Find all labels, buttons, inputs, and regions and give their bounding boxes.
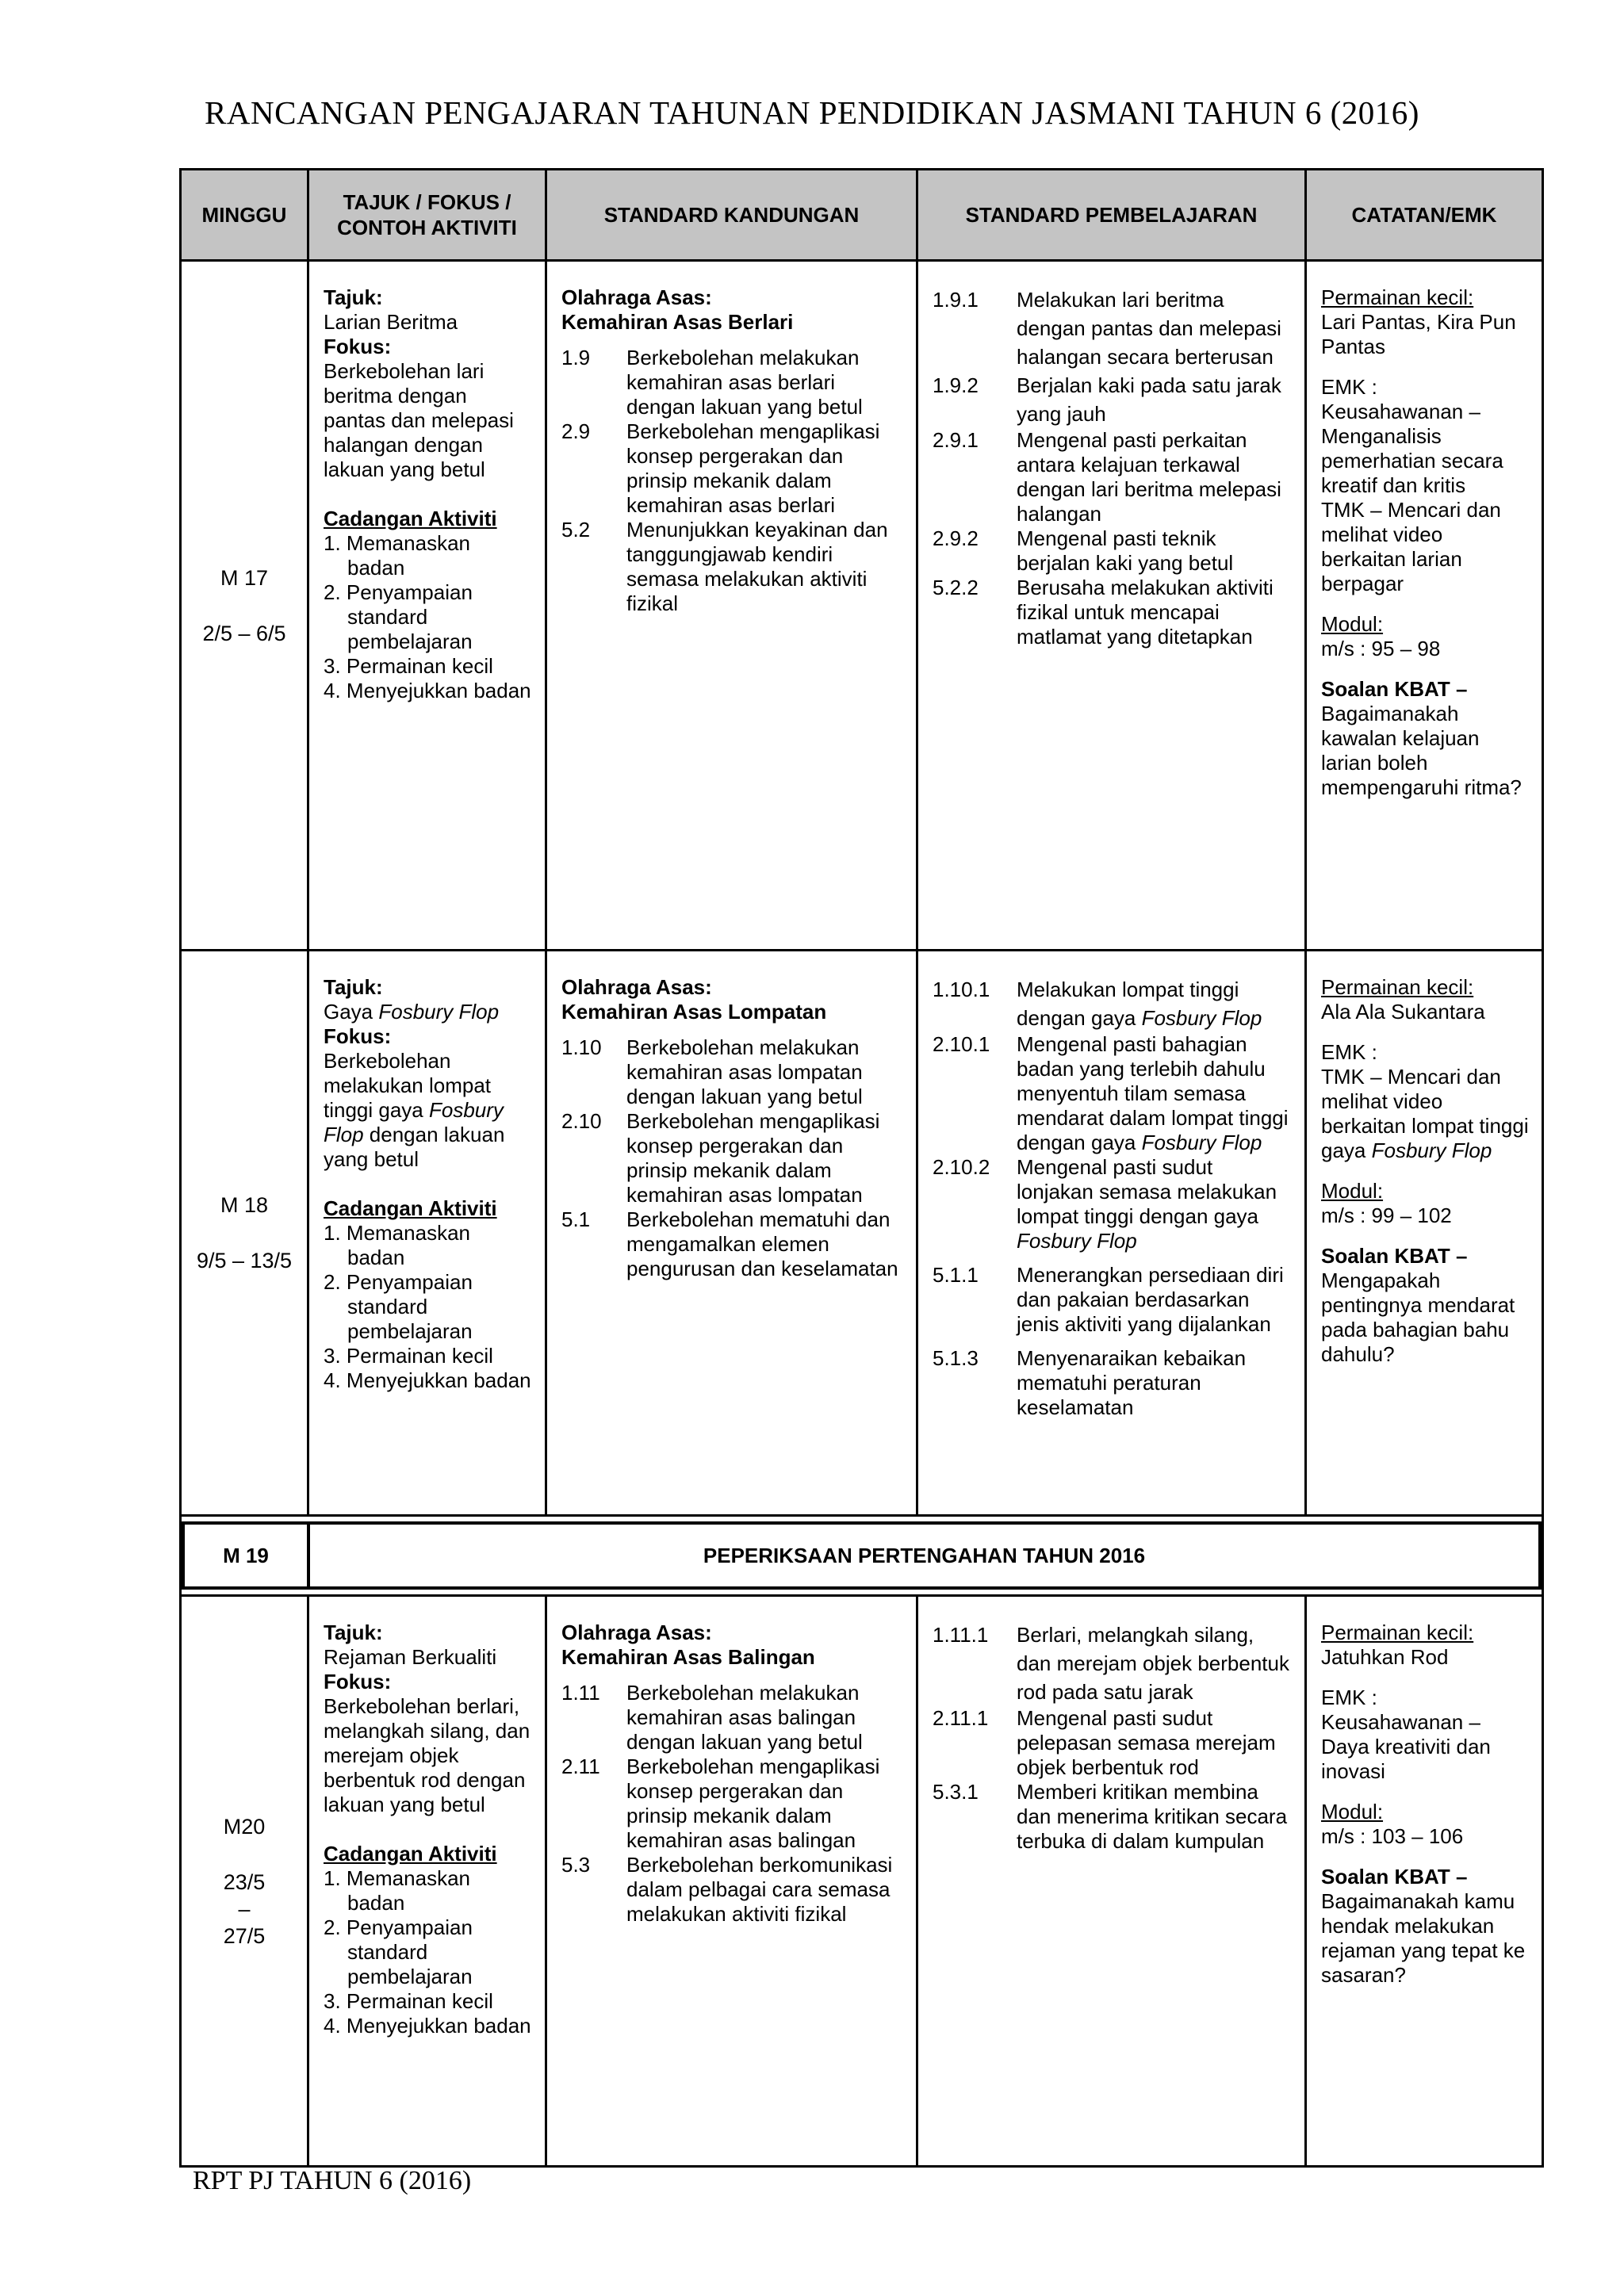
week-cell	[181, 261, 308, 951]
permainan-label: Permainan kecil:	[1321, 1621, 1474, 1644]
olahraga-label: Olahraga Asas:	[561, 285, 712, 309]
kbat-text: Mengapakah pentingnya mendarat pada bahagian bahu dahulu?	[1321, 1269, 1515, 1366]
header-tajuk	[308, 170, 546, 261]
sk-item: 5.2 Menunjukkan keyakinan dan tanggungjawab kendiri semasa melakukan aktiviti fizikal	[561, 518, 888, 615]
sk-cell	[546, 951, 917, 1516]
kbat-label: Soalan KBAT –	[1321, 677, 1468, 701]
header-tajuk-line2: CONTOH AKTIVITI	[337, 216, 517, 239]
modul-label: Modul:	[1321, 1800, 1384, 1823]
kemahiran-label: Kemahiran Asas Berlari	[561, 310, 794, 334]
tmk-text: TMK – Mencari dan melihat video berkaitan lompat tinggi gaya Fosbury Flop	[1321, 1065, 1529, 1162]
modul-text: m/s : 103 – 106	[1321, 1824, 1464, 1848]
activity-item: 4. Menyejukkan badan	[324, 2014, 531, 2038]
sk-item: 2.9 Berkebolehan mengaplikasi konsep pergerakan dan prinsip mekanik dalam kemahiran asas berlari	[561, 419, 880, 517]
sp-item: 1.11.1 Berlari, melangkah silang, dan merejam objek berbentuk rod pada satu jarak	[933, 1623, 1289, 1704]
activity-item: 3. Permainan kecil	[324, 1989, 493, 2013]
cadangan-label: Cadangan Aktiviti	[324, 1842, 497, 1866]
activity-item: 2. Penyampaian standard pembelajaran	[324, 1915, 473, 1988]
sp-cell	[917, 951, 1306, 1516]
sp-item: 2.10.1 Mengenal pasti bahagian badan yang terlebih dahulu menyentuh tilam semasa mendarat dalam lompat tinggi dengan gaya Fosbury Flop	[933, 1032, 1289, 1154]
tmk-text: TMK – Mencari dan melihat video berkaitan larian berpagar	[1321, 498, 1501, 595]
activity-item: 1. Memanaskan badan	[324, 1221, 470, 1269]
emk-text: Keusahawanan – Menganalisis pemerhatian secara kreatif dan kritis	[1321, 400, 1503, 497]
permainan-label: Permainan kecil:	[1321, 975, 1474, 999]
exam-banner	[182, 1521, 1542, 1590]
exam-cell	[181, 1516, 1543, 1596]
sk-cell	[546, 261, 917, 951]
fokus-text: Berkebolehan melakukan lompat tinggi gaya Fosbury Flop dengan lakuan yang betul	[324, 1049, 505, 1171]
emk-text: Keusahawanan – Daya kreativiti dan inovasi	[1321, 1710, 1491, 1783]
header-catatan: CATATAN/EMK	[1306, 170, 1543, 261]
permainan-text: Ala Ala Sukantara	[1321, 1000, 1485, 1024]
modul-label: Modul:	[1321, 612, 1384, 636]
sp-item: 2.9.1 Mengenal pasti perkaitan antara kelajuan terkawal dengan lari beritma melepasi halangan	[933, 428, 1281, 526]
activity-item: 3. Permainan kecil	[324, 654, 493, 678]
kbat-text: Bagaimanakah kamu hendak melakukan rejaman yang tepat ke sasaran?	[1321, 1889, 1526, 1987]
week-number: M 18	[220, 1193, 269, 1217]
kbat-text: Bagaimanakah kawalan kelajuan larian boleh mempengaruhi ritma?	[1321, 702, 1522, 799]
cadangan-label: Cadangan Aktiviti	[324, 1196, 497, 1220]
emk-label: EMK :	[1321, 1040, 1377, 1064]
header-tajuk-line1: TAJUK / FOKUS /	[343, 190, 511, 214]
sp-cell	[917, 1596, 1306, 2167]
activity-item: 1. Memanaskan badan	[324, 1866, 470, 1915]
page-footer: RPT PJ TAHUN 6 (2016)	[193, 2166, 472, 2195]
sk-item: 2.10 Berkebolehan mengaplikasi konsep pergerakan dan prinsip mekanik dalam kemahiran asas lompatan	[561, 1109, 880, 1207]
tajuk-label: Tajuk:	[324, 975, 383, 999]
header-standard-pembelajaran: STANDARD PEMBELAJARAN	[917, 170, 1306, 261]
activity-item: 4. Menyejukkan badan	[324, 1368, 531, 1392]
tajuk-label: Tajuk:	[324, 1621, 383, 1644]
sp-item: 5.1.3 Menyenaraikan kebaikan mematuhi peraturan keselamatan	[933, 1346, 1247, 1419]
activity-item: 4. Menyejukkan badan	[324, 679, 531, 702]
catatan-cell	[1306, 1596, 1543, 2167]
fokus-label: Fokus:	[324, 335, 392, 358]
catatan-cell	[1306, 951, 1543, 1516]
sp-item: 1.10.1 Melakukan lompat tinggi dengan gaya Fosbury Flop	[933, 978, 1262, 1030]
sk-item: 2.11 Berkebolehan mengaplikasi konsep pergerakan dan prinsip mekanik dalam kemahiran asas balingan	[561, 1755, 880, 1852]
sk-item: 1.11 Berkebolehan melakukan kemahiran asas balingan dengan lakuan yang betul	[561, 1681, 863, 1754]
exam-week: M 19	[185, 1525, 310, 1586]
week-dates: 2/5 – 6/5	[202, 621, 286, 645]
kemahiran-label: Kemahiran Asas Balingan	[561, 1645, 815, 1669]
sp-item: 2.10.2 Mengenal pasti sudut lonjakan semasa melakukan lompat tinggi dengan gaya Fosbury Flop	[933, 1155, 1277, 1253]
page-title: RANCANGAN PENGAJARAN TAHUNAN PENDIDIKAN JASMANI TAHUN 6 (2016)	[205, 94, 1419, 131]
kemahiran-label: Kemahiran Asas Lompatan	[561, 1000, 827, 1024]
exam-row	[181, 1516, 1543, 1596]
week-cell	[181, 1596, 308, 2167]
week-number: M20	[223, 1814, 266, 1839]
tajuk-cell	[308, 951, 546, 1516]
tajuk-cell	[308, 261, 546, 951]
permainan-label: Permainan kecil:	[1321, 285, 1474, 309]
exam-title: PEPERIKSAAN PERTENGAHAN TAHUN 2016	[703, 1543, 1146, 1567]
header-standard-kandungan: STANDARD KANDUNGAN	[546, 170, 917, 261]
sk-item: 1.9 Berkebolehan melakukan kemahiran asas berlari dengan lakuan yang betul	[561, 346, 863, 419]
kbat-label: Soalan KBAT –	[1321, 1244, 1468, 1268]
sp-item: 5.3.1 Memberi kritikan membina dan menerima kritikan secara terbuka di dalam kumpulan	[933, 1780, 1288, 1853]
tajuk-text: Gaya Fosbury Flop	[324, 1000, 500, 1024]
sk-item: 5.3 Berkebolehan berkomunikasi dalam pelbagai cara semasa melakukan aktiviti fizikal	[561, 1853, 893, 1926]
permainan-text: Jatuhkan Rod	[1321, 1645, 1449, 1669]
catatan-cell	[1306, 261, 1543, 951]
fokus-label: Fokus:	[324, 1024, 392, 1048]
tajuk-cell	[308, 1596, 546, 2167]
tajuk-label: Tajuk:	[324, 285, 383, 309]
sp-item: 5.1.1 Menerangkan persediaan diri dan pakaian berdasarkan jenis aktiviti yang dijalankan	[933, 1263, 1284, 1336]
sk-item: 5.1 Berkebolehan mematuhi dan mengamalkan elemen pengurusan dan keselamatan	[561, 1207, 898, 1280]
week-dates: 9/5 – 13/5	[196, 1249, 293, 1272]
week-cell	[181, 951, 308, 1516]
sk-item: 1.10 Berkebolehan melakukan kemahiran asas lompatan dengan lakuan yang betul	[561, 1035, 863, 1108]
sp-item: 2.9.2 Mengenal pasti teknik berjalan kaki yang betul	[933, 526, 1234, 575]
table-row	[181, 1596, 1543, 2167]
sp-item: 1.9.2 Berjalan kaki pada satu jarak yang jauh	[933, 373, 1281, 426]
activity-item: 1. Memanaskan badan	[324, 531, 470, 580]
lesson-plan-table	[179, 168, 1544, 2168]
header-minggu: MINGGU	[181, 170, 308, 261]
week-dates: 23/5 – 27/5	[223, 1869, 266, 1948]
olahraga-label: Olahraga Asas:	[561, 975, 712, 999]
cadangan-label: Cadangan Aktiviti	[324, 507, 497, 530]
modul-label: Modul:	[1321, 1179, 1384, 1203]
week-number: M 17	[220, 565, 269, 590]
sp-item: 5.2.2 Berusaha melakukan aktiviti fizikal untuk mencapai matlamat yang ditetapkan	[933, 576, 1274, 649]
emk-label: EMK :	[1321, 1686, 1377, 1709]
tajuk-text: Rejaman Berkualiti	[324, 1645, 497, 1669]
tajuk-text: Larian Beritma	[324, 310, 458, 334]
modul-text: m/s : 99 – 102	[1321, 1203, 1452, 1227]
table-row	[181, 951, 1543, 1516]
sp-item: 1.9.1 Melakukan lari beritma dengan pantas dan melepasi halangan secara berterusan	[933, 288, 1281, 369]
activity-item: 2. Penyampaian standard pembelajaran	[324, 580, 473, 653]
kbat-label: Soalan KBAT –	[1321, 1865, 1468, 1888]
modul-text: m/s : 95 – 98	[1321, 637, 1441, 660]
fokus-text: Berkebolehan berlari, melangkah silang, dan merejam objek berbentuk rod dengan lakuan yang betul	[324, 1694, 530, 1816]
header-row	[181, 170, 1543, 261]
sk-cell	[546, 1596, 917, 2167]
activity-item: 3. Permainan kecil	[324, 1344, 493, 1368]
fokus-label: Fokus:	[324, 1670, 392, 1693]
activity-item: 2. Penyampaian standard pembelajaran	[324, 1270, 473, 1343]
sp-item: 2.11.1 Mengenal pasti sudut pelepasan semasa merejam objek berbentuk rod	[933, 1706, 1276, 1779]
fokus-text: Berkebolehan lari beritma dengan pantas dan melepasi halangan dengan lakuan yang betul	[324, 359, 514, 481]
table-row	[181, 261, 1543, 951]
olahraga-label: Olahraga Asas:	[561, 1621, 712, 1644]
emk-label: EMK :	[1321, 375, 1377, 399]
sp-cell	[917, 261, 1306, 951]
permainan-text: Lari Pantas, Kira Pun Pantas	[1321, 310, 1516, 358]
